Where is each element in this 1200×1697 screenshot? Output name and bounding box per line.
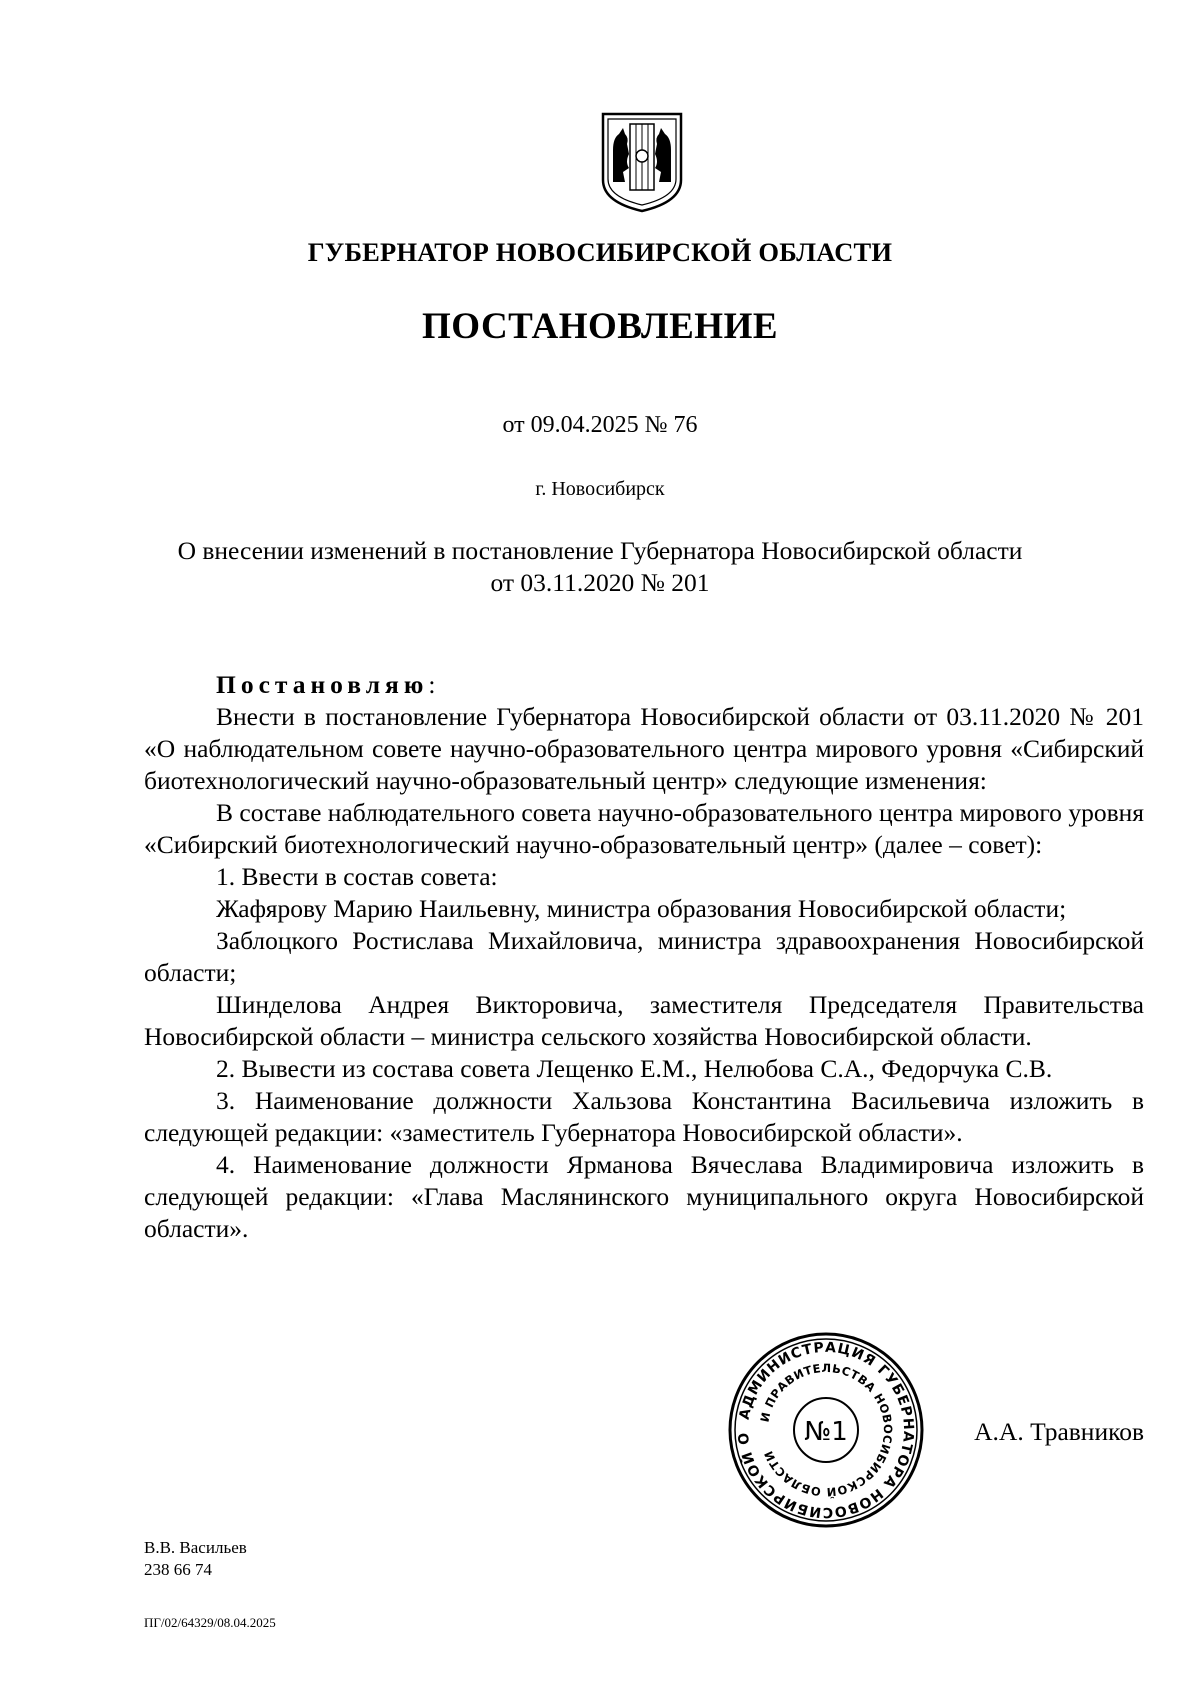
coat-of-arms-icon (599, 110, 685, 214)
executor-name: В.В. Васильев (144, 1538, 247, 1557)
decree-word: Постановляю (216, 670, 429, 699)
document-code: ПГ/02/64329/08.04.2025 (144, 1615, 276, 1630)
document-date-number: от 09.04.2025 № 76 (502, 412, 698, 438)
document-place: г. Новосибирск (535, 478, 665, 500)
decree-colon: : (428, 670, 436, 699)
body-paragraph: Шинделова Андрея Викторовича, заместителя Председателя Правительства Новосибирской области – министра сельского хозяйства Новосибирской области. (144, 990, 1144, 1051)
seal-outer-text: АДМИНИСТРАЦИЯ ГУБЕРНАТОРА НОВОСИБИРСКОЙ О (735, 1339, 917, 1521)
signer-name: А.А. Травников (974, 1417, 1144, 1446)
body-paragraph: Жафярову Марию Наильевну, министра образования Новосибирской области; (216, 894, 1067, 923)
body-paragraph: 4. Наименование должности Ярманова Вячеслава Владимировича изложить в следующей редакции: «Глава Маслянинского муниципального округа Новосибирской области». (144, 1150, 1144, 1243)
subject-line: О внесении изменений в постановление Губернатора Новосибирской области (177, 536, 1023, 565)
decree-heading (144, 669, 1144, 701)
subject-line: от 03.11.2020 № 201 (490, 568, 710, 597)
body-paragraph: 3. Наименование должности Хальзова Константина Васильевича изложить в следующей редакции: «заместитель Губернатора Новосибирской области». (144, 1086, 1144, 1147)
seal-number: №1 (804, 1417, 848, 1447)
body-paragraph: В составе наблюдательного совета научно-образовательного центра мирового уровня «Сибирский биотехнологический научно-образовательный центр» (далее – совет): (144, 798, 1144, 859)
body-paragraph: Заблоцкого Ростислава Михайловича, министра здравоохранения Новосибирской области; (144, 926, 1144, 987)
body-paragraph: 2. Вывести из состава совета Лещенко Е.М., Нелюбова С.А., Федорчука С.В. (216, 1054, 1053, 1083)
document-type-title: ПОСТАНОВЛЕНИЕ (421, 306, 779, 347)
body-paragraph: Внести в постановление Губернатора Новосибирской области от 03.11.2020 № 201 «О наблюдательном совете научно-образовательного центра мирового уровня «Сибирский биотехнологический научно-образовательный центр» следующие изменения: (144, 702, 1144, 795)
document-subject (140, 535, 1060, 599)
executor-phone: 238 66 74 (144, 1560, 212, 1579)
document-body (144, 669, 1144, 1245)
organization-title: ГУБЕРНАТОР НОВОСИБИРСКОЙ ОБЛАСТИ (307, 237, 893, 267)
body-paragraph: 1. Ввести в состав совета: (216, 862, 498, 891)
official-seal (726, 1330, 926, 1530)
seal-inner-text: И ПРАВИТЕЛЬСТВА НОВОСИБИРСКОЙ ОБЛАСТИ (757, 1360, 896, 1500)
